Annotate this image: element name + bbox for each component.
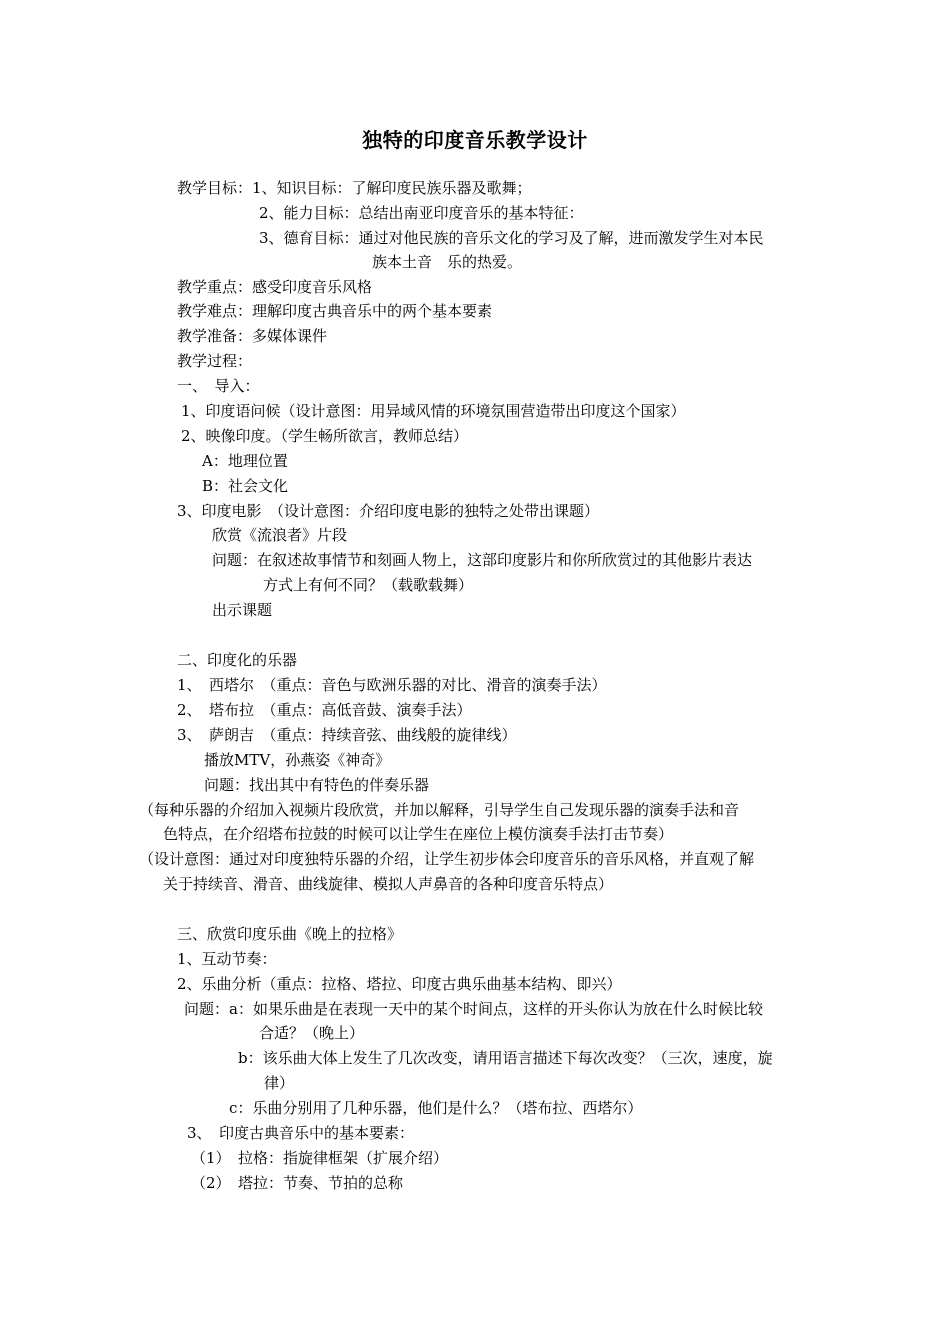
text-line: 律） <box>264 1074 295 1092</box>
text-line-moral-goal: 3、德育目标：通过对他民族的音乐文化的学习及了解，进而激发学生对本民 <box>259 229 764 247</box>
document-title: 独特的印度音乐教学设计 <box>362 128 588 152</box>
text-line: 关于持续音、滑音、曲线旋律、模拟人声鼻音的各种印度音乐特点） <box>163 875 614 893</box>
text-line: 3、 萨朗吉 （重点：持续音弦、曲线般的旋律线） <box>177 726 517 744</box>
text-line-key-points: 教学重点：感受印度音乐风格 <box>177 278 373 296</box>
text-line: A：地理位置 <box>202 452 288 470</box>
text-line: B：社会文化 <box>202 477 289 495</box>
text-line: 欣赏《流浪者》片段 <box>212 526 348 544</box>
text-line: 1、 西塔尔 （重点：音色与欧洲乐器的对比、滑音的演奏手法） <box>177 676 607 694</box>
text-line: 合适？（晚上） <box>259 1024 365 1042</box>
text-line: c：乐曲分别用了几种乐器，他们是什么？（塔布拉、西塔尔） <box>229 1099 643 1117</box>
text-line: 3、印度电影 （设计意图：介绍印度电影的独特之处带出课题） <box>177 502 600 520</box>
section-heading-intro: 一、 导入： <box>177 377 260 395</box>
text-line: 色特点，在介绍塔布拉鼓的时候可以让学生在座位上模仿演奏手法打击节奏） <box>163 825 674 843</box>
text-line: 1、互动节奏： <box>177 950 277 968</box>
text-line: 问题：a：如果乐曲是在表现一天中的某个时间点，这样的开头你认为放在什么时候比较 <box>184 1000 763 1018</box>
text-line: （设计意图：通过对印度独特乐器的介绍，让学生初步体会印度音乐的音乐风格，并直观了解 <box>139 850 755 868</box>
text-line: 问题：找出其中有特色的伴奏乐器 <box>204 776 430 794</box>
text-line-process: 教学过程： <box>177 352 253 370</box>
text-line-preparation: 教学准备：多媒体课件 <box>177 327 328 345</box>
text-line: 2、 塔布拉 （重点：高低音鼓、演奏手法） <box>177 701 472 719</box>
text-line-objectives: 教学目标：1、知识目标：了解印度民族乐器及歌舞； <box>177 179 532 197</box>
text-line: （1） 拉格：指旋律框架（扩展介绍） <box>191 1149 449 1167</box>
text-line: 3、 印度古典音乐中的基本要素： <box>187 1124 415 1142</box>
text-line: 出示课题 <box>212 601 273 619</box>
text-line: 方式上有何不同？（载歌载舞） <box>263 576 474 594</box>
text-line: 2、映像印度。（学生畅所欲言，教师总结） <box>181 427 469 445</box>
text-line: 问题：在叙述故事情节和刻画人物上，这部印度影片和你所欣赏过的其他影片表达 <box>212 551 753 569</box>
text-line: 2、乐曲分析（重点：拉格、塔拉、印度古典乐曲基本结构、即兴） <box>177 975 622 993</box>
text-line-moral-goal-cont: 族本土音 乐的热爱。 <box>372 253 523 271</box>
section-heading-appreciation: 三、欣赏印度乐曲《晚上的拉格》 <box>177 925 403 943</box>
text-line: （每种乐器的介绍加入视频片段欣赏，并加以解释，引导学生自己发现乐器的演奏手法和音 <box>139 801 740 819</box>
text-line-ability-goal: 2、能力目标：总结出南亚印度音乐的基本特征： <box>259 204 584 222</box>
text-line: b：该乐曲大体上发生了几次改变，请用语言描述下每次改变？（三次，速度，旋 <box>238 1049 773 1067</box>
text-line: 1、印度语问候（设计意图：用异域风情的环境氛围营造带出印度这个国家） <box>181 402 686 420</box>
section-heading-instruments: 二、印度化的乐器 <box>177 651 298 669</box>
text-line: （2） 塔拉：节奏、节拍的总称 <box>191 1174 404 1192</box>
text-line: 播放MTV，孙燕姿《神奇》 <box>204 751 391 769</box>
text-line-difficulties: 教学难点：理解印度古典音乐中的两个基本要素 <box>177 302 493 320</box>
